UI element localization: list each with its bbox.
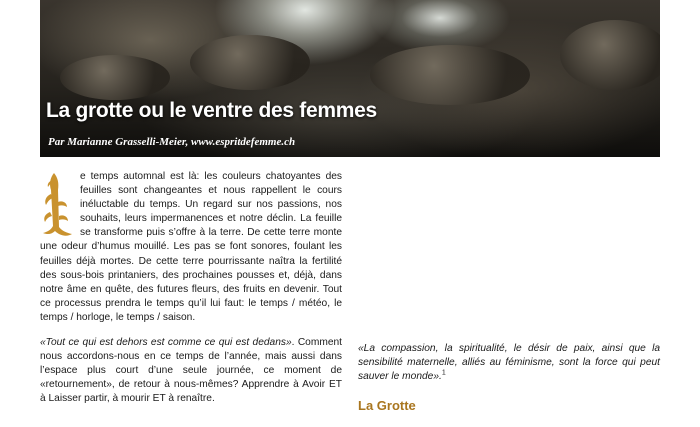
cave-rock-shape bbox=[60, 55, 170, 100]
article-title: La grotte ou le ventre des femmes bbox=[46, 99, 377, 122]
article-byline: Par Marianne Grasselli-Meier, www.espritdefemme.ch bbox=[48, 136, 296, 148]
cave-rock-shape bbox=[190, 35, 310, 90]
inline-quote: «Tout ce qui est dehors est comme ce qui est dedans» bbox=[40, 337, 292, 349]
paragraph-intro: e temps automnal est là: les couleurs chatoyantes des feuilles sont changeantes et nous rappellent le cours inéluctable du temps. Un regard sur nos passions, nos souhaits, leurs impermanences et notre déclin. La feuille se transforme puis s’offre à la terre. De cette terre monte une odeur d’humus mouillé. Les pas se font sonores, foulant les feuilles déjà mortes. De cette terre pourrissante naîtra la fertilité des sous-bois printaniers, des prochaines pousses et, déjà, dans notre âme en quête, des futures fleurs, des fruits en devenir. Tout ce processus prendra le temps qu’il lui faut: le temps / météo, le temps / horloge, le temps / saison. bbox=[40, 171, 342, 323]
footnote-marker: 1 bbox=[441, 369, 446, 377]
paragraph-quote bbox=[40, 336, 342, 406]
cave-rock-shape bbox=[560, 20, 660, 90]
left-column bbox=[40, 170, 342, 407]
cave-rock-shape bbox=[370, 45, 530, 105]
section-heading: La Grotte bbox=[358, 398, 416, 413]
paragraph-quote-rest: . Comment nous accordons-nous en ce temps de l’année, mais aussi dans l’espace plus court d’une seule journée, ce moment de «retournement», de retour à nous-mêmes? Apprendre à Avoir ET à Laisser partir, à mourir ET à renaître. bbox=[40, 337, 342, 405]
pull-quote bbox=[358, 342, 660, 384]
dropcap-l-icon bbox=[40, 170, 74, 240]
header-banner-image bbox=[40, 0, 660, 157]
pull-quote-text: «La compassion, la spiritualité, le désir de paix, ainsi que la sensibilité maternelle, alliés au féminisme, sont la force qui peut sauver le monde». bbox=[358, 343, 660, 383]
